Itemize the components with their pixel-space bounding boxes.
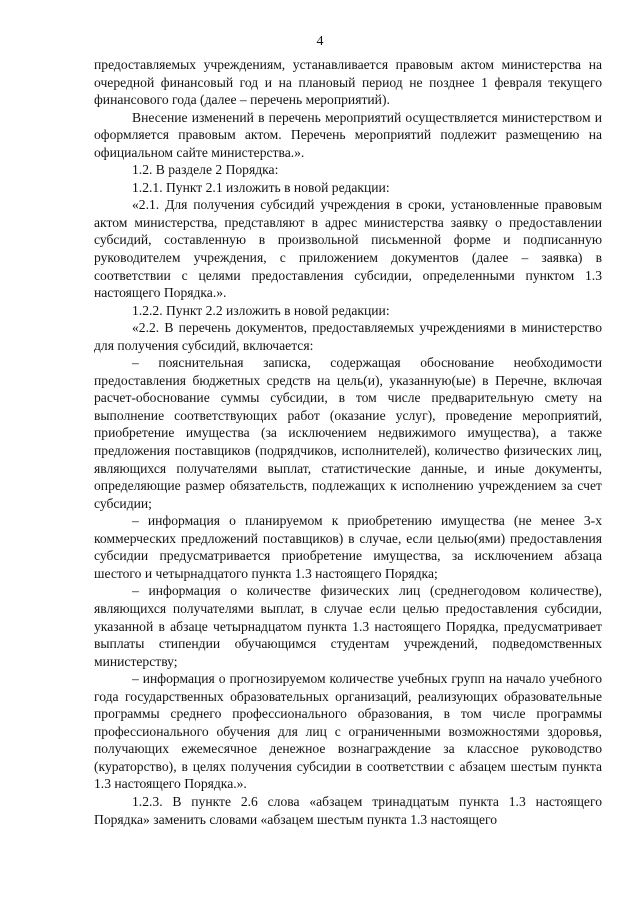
document-body bbox=[94, 56, 602, 828]
paragraph-section-2-heading: 1.2. В разделе 2 Порядка: bbox=[132, 162, 279, 178]
list-item-recipients-info: – информация о количестве физических лиц (среднегодовом количестве), являющихся получателями выплат, в случае если целью предоставления субсидии, указанной в абзаце четырнадцатом пункта 1.3 настоящего Порядка, предусматривает выплаты стипендии обучающимся студентам учреждений, подведомственных министерству; bbox=[94, 583, 602, 669]
list-item-study-groups-info: – информация о прогнозируемом количестве учебных групп на начало учебного года государственных образовательных организаций, реализующих образовательные программы среднего профессионального образования, в том числе программы профессионального обучения для лиц с ограниченными возможностями здоровья, получающих ежемесячное денежное вознаграждение за классное руководство (кураторство), в целях получения субсидии в соответствии с абзацем шестым пункта 1.3 настоящего Порядка.». bbox=[94, 671, 602, 792]
paragraph-continuation: предоставляемых учреждениям, устанавливается правовым актом министерства на очередной финансовый год и на плановый период не позднее 1 февраля текущего финансового года (далее – перечень мероприятий). bbox=[94, 57, 602, 108]
paragraph-clause-2-2: «2.2. В перечень документов, предоставляемых учреждениями в министерство для получения субсидий, включается: bbox=[94, 320, 602, 353]
paragraph-clause-2-1: «2.1. Для получения субсидий учреждения в сроки, установленные правовым актом министерства, представляют в адрес министерства заявку о предоставлении субсидий, составленную в произвольной письменной форме и подписанную руководителем учреждения, с приложением документов (далее – заявка) в соответствии с целями предоставления субсидии, определенными пунктом 1.3 настоящего Порядка.». bbox=[94, 197, 602, 301]
paragraph-item-1-2-1: 1.2.1. Пункт 2.1 изложить в новой редакции: bbox=[132, 179, 390, 195]
list-item-property-info: – информация о планируемом к приобретению имущества (не менее 3-х коммерческих предложений поставщиков) в случае, если целью(ями) предоставления субсидии предусматривается приобретение имущества, за исключением абзаца шестого и четырнадцатого пункта 1.3 настоящего Порядка; bbox=[94, 513, 602, 581]
paragraph-amendments-note: Внесение изменений в перечень мероприятий осуществляется министерством и оформляется правовым актом. Перечень мероприятий подлежит размещению на официальном сайте министерства.». bbox=[94, 109, 602, 160]
paragraph-item-1-2-3: 1.2.3. В пункте 2.6 слова «абзацем тринадцатым пункта 1.3 настоящего Порядка» заменить словами «абзацем шестым пункта 1.3 настоящего bbox=[94, 793, 602, 827]
page-number: 4 bbox=[316, 34, 324, 49]
paragraph-item-1-2-2: 1.2.2. Пункт 2.2 изложить в новой редакции: bbox=[132, 302, 390, 318]
list-item-explanatory-note: – пояснительная записка, содержащая обоснование необходимости предоставления бюджетных средств на цель(и), указанную(ые) в Перечне, включая расчет-обоснование суммы субсидии, в том числе предварительную смету на выполнение соответствующих работ (оказание услуг), проведение мероприятий, приобретение имущества (за исключением недвижимого имущества), а также предложения поставщиков (подрядчиков, исполнителей), количество физических лиц, являющихся получателями выплат, статистические данные, и иные документы, определяющие размер обязательств, подлежащих к исполнению учреждением за счет субсидии; bbox=[94, 355, 602, 511]
